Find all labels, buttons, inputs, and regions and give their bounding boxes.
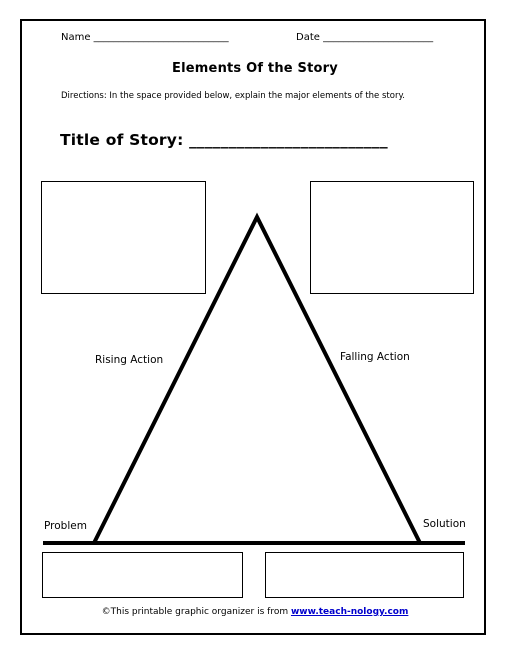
falling-action-label: Falling Action [340, 351, 410, 363]
answer-box-problem [42, 552, 243, 598]
worksheet-title: Elements Of the Story [172, 61, 338, 76]
name-field-line: Name ___________________________ [61, 32, 229, 43]
footer-link[interactable]: www.teach-nology.com [290, 607, 409, 617]
date-field-line: Date ______________________ [296, 32, 434, 43]
problem-label: Problem [44, 520, 87, 532]
footer-text: ©This printable graphic organizer is from [101, 607, 291, 617]
answer-box-solution [265, 552, 464, 598]
rising-action-label: Rising Action [95, 354, 164, 366]
solution-label: Solution [423, 518, 466, 530]
plot-triangle [94, 217, 420, 543]
footer-credit [0, 607, 510, 617]
story-title-line: Title of Story: _________________________ [60, 131, 388, 149]
directions-text: Directions: In the space provided below, explain the major elements of the story. [61, 91, 405, 101]
